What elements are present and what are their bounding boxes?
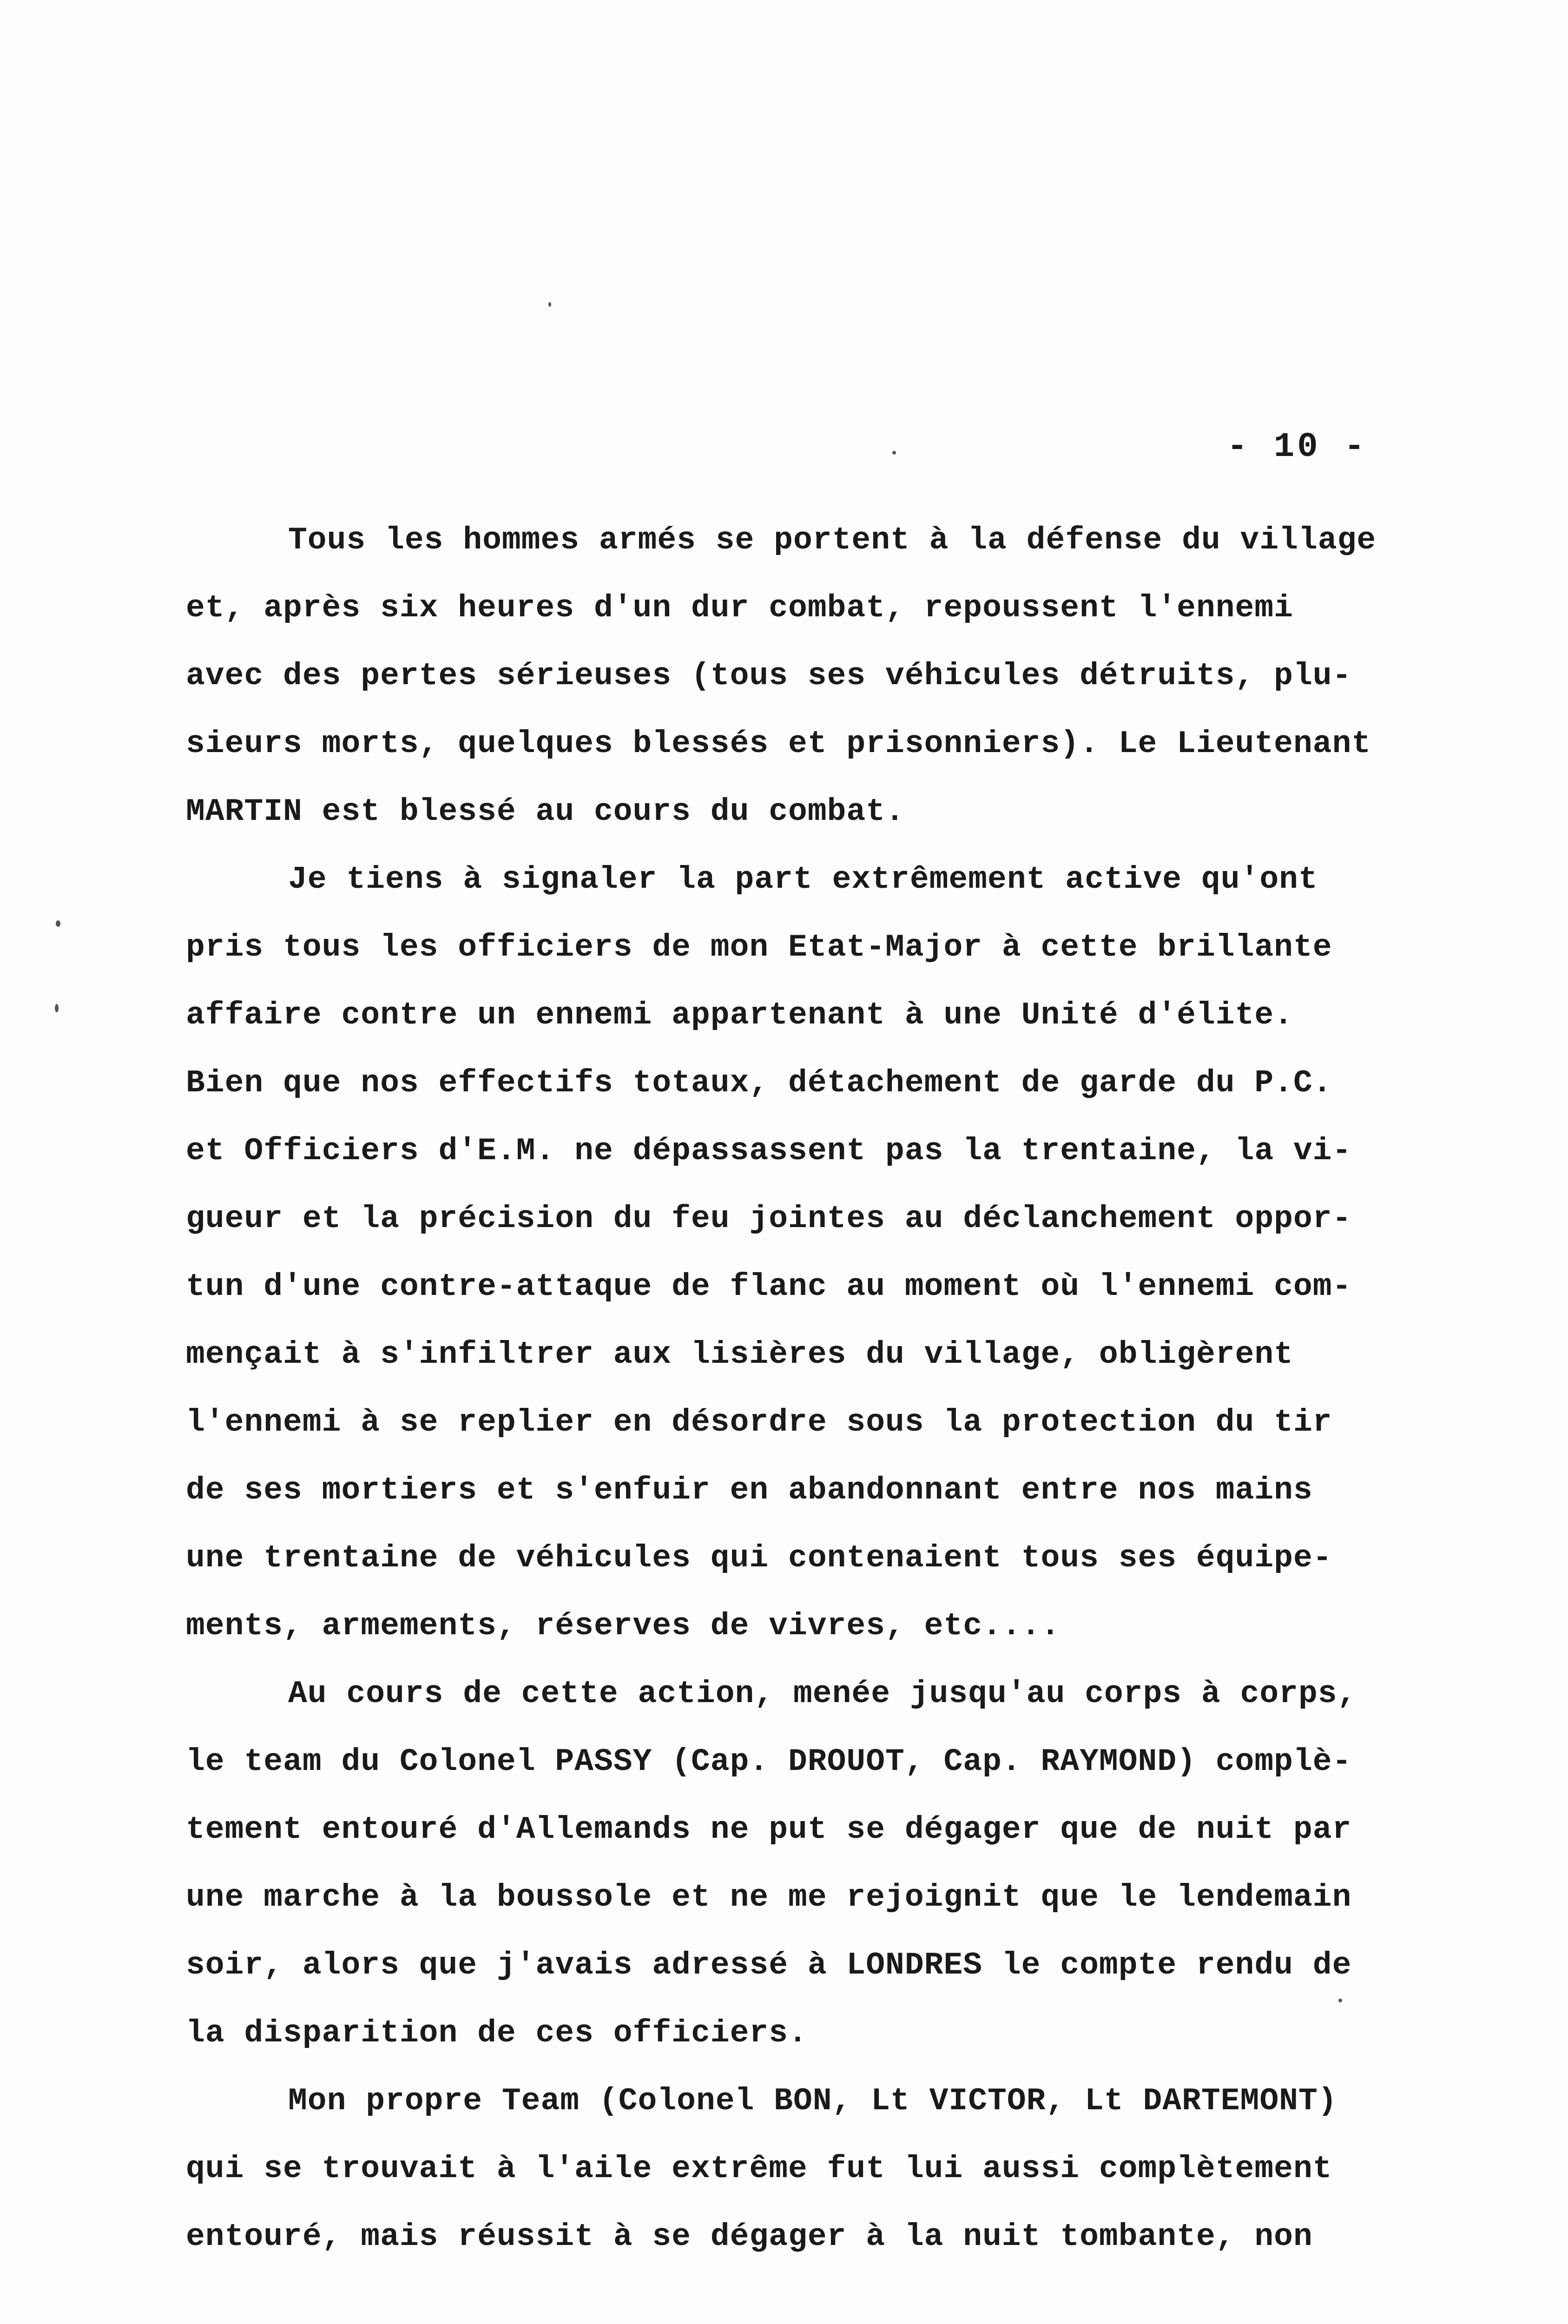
text-line: tun d'une contre-attaque de flanc au moment où l'ennemi com- — [186, 1269, 1352, 1305]
text-line: pris tous les officiers de mon Etat-Major à cette brillante — [186, 930, 1332, 965]
text-line: et, après six heures d'un dur combat, repoussent l'ennemi — [186, 590, 1293, 626]
text-line: sieurs morts, quelques blessés et prisonniers). Le Lieutenant — [186, 726, 1371, 762]
text-line: entouré, mais réussit à se dégager à la nuit tombante, non — [186, 2219, 1313, 2255]
paragraph-3 — [186, 1660, 1469, 2067]
text-line: ments, armements, réserves de vivres, etc.... — [186, 1608, 1061, 1644]
scan-speck — [55, 1004, 59, 1012]
paragraph-1 — [186, 507, 1469, 846]
scan-speck — [892, 451, 896, 455]
text-line: Mon propre Team (Colonel BON, Lt VICTOR, Lt DARTEMONT) — [288, 2083, 1337, 2119]
text-line: mençait à s'infiltrer aux lisières du village, obligèrent — [186, 1337, 1293, 1373]
text-line: Je tiens à signaler la part extrêmement active qu'ont — [288, 862, 1318, 898]
text-line: MARTIN est blessé au cours du combat. — [186, 794, 905, 830]
text-line: une marche à la boussole et ne me rejoignit que le lendemain — [186, 1880, 1352, 1915]
text-line: la disparition de ces officiers. — [186, 2015, 808, 2051]
scan-speck — [548, 302, 551, 307]
text-line: avec des pertes sérieuses (tous ses véhicules détruits, plu- — [186, 658, 1352, 694]
text-line: qui se trouvait à l'aile extrême fut lui aussi complètement — [186, 2151, 1332, 2187]
text-line: et Officiers d'E.M. ne dépassassent pas la trentaine, la vi- — [186, 1133, 1352, 1169]
text-line: l'ennemi à se replier en désordre sous la protection du tir — [186, 1405, 1332, 1440]
body-text — [186, 507, 1469, 2271]
text-line: soir, alors que j'avais adressé à LONDRES le compte rendu de — [186, 1948, 1352, 1983]
text-line: une trentaine de véhicules qui contenaient tous ses équipe- — [186, 1540, 1332, 1576]
paragraph-2 — [186, 846, 1469, 1660]
text-line: gueur et la précision du feu jointes au déclanchement oppor- — [186, 1201, 1352, 1237]
text-line: le team du Colonel PASSY (Cap. DROUOT, Cap. RAYMOND) complè- — [186, 1744, 1352, 1780]
text-line: de ses mortiers et s'enfuir en abandonnant entre nos mains — [186, 1472, 1313, 1508]
text-line: tement entouré d'Allemands ne put se dégager que de nuit par — [186, 1812, 1352, 1848]
scan-speck — [1338, 1999, 1342, 2002]
text-line: Bien que nos effectifs totaux, détachement de garde du P.C. — [186, 1065, 1332, 1101]
scan-speck — [56, 920, 60, 927]
text-line: Tous les hommes armés se portent à la défense du village — [288, 522, 1377, 558]
paragraph-4 — [186, 2067, 1469, 2271]
page-number: - 10 - — [1227, 428, 1368, 467]
text-line: Au cours de cette action, menée jusqu'au corps à corps, — [288, 1676, 1357, 1712]
text-line: affaire contre un ennemi appartenant à une Unité d'élite. — [186, 997, 1293, 1033]
